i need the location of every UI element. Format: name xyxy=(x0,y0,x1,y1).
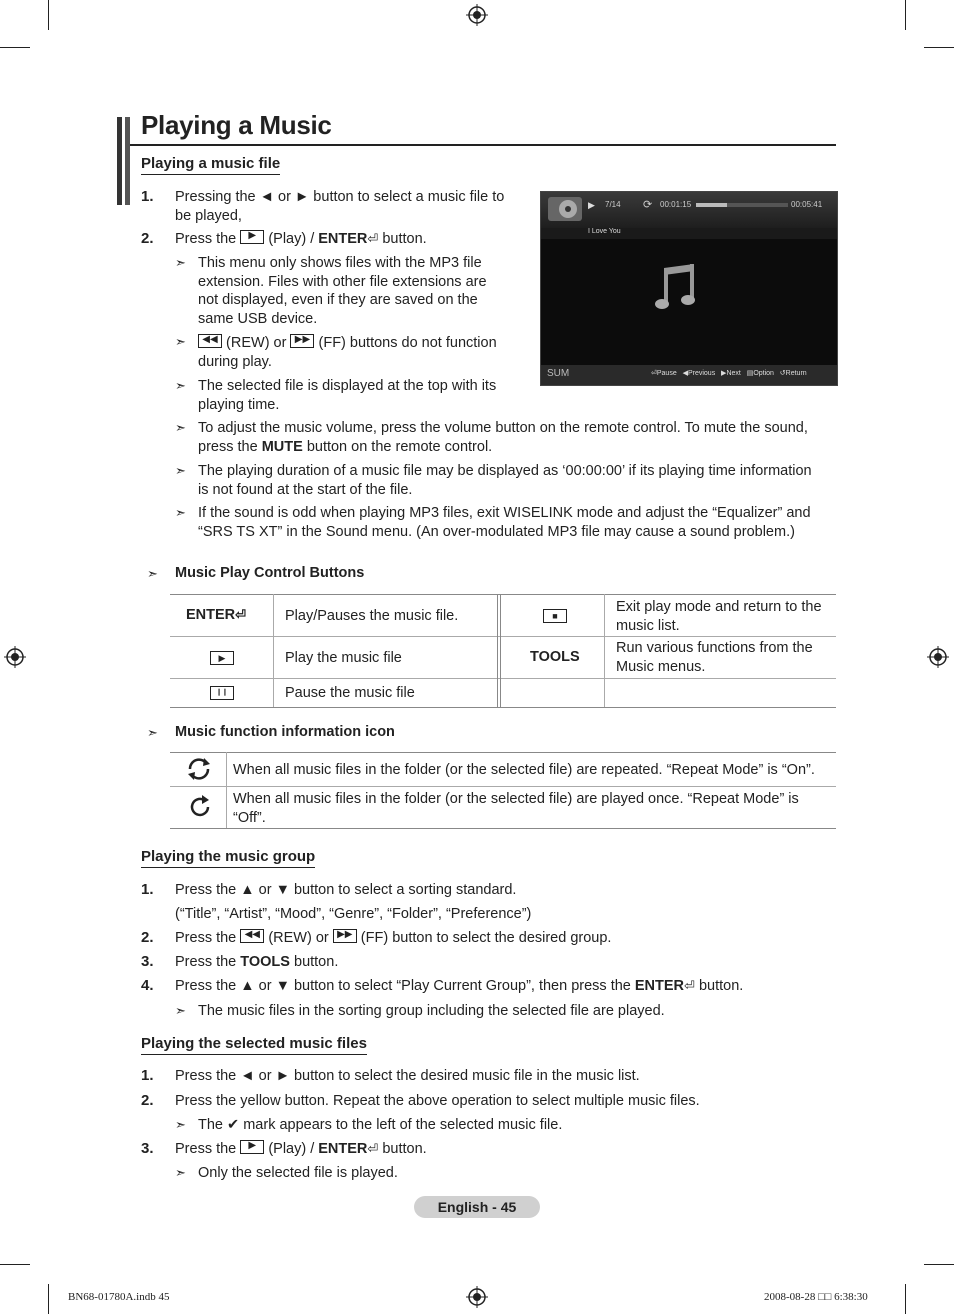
step-number: 1. xyxy=(141,188,154,205)
note-text-part: press the xyxy=(198,438,258,455)
pause-button-icon: ❙❙ xyxy=(210,686,234,700)
step-text-part: Press the ▲ or ▼ button to select “Play Current Group”, then press the xyxy=(175,978,631,994)
album-art-icon xyxy=(548,197,582,221)
section-heading: Playing a music file xyxy=(141,155,280,175)
note-arrow-icon: ➣ xyxy=(175,1117,186,1132)
table-border xyxy=(170,707,836,708)
step-text xyxy=(175,977,743,996)
enter-icon: ⏎ xyxy=(367,1141,379,1156)
stop-button-icon: ■ xyxy=(543,609,567,623)
music-player-screenshot xyxy=(540,191,838,386)
note-text xyxy=(198,1116,562,1135)
registration-mark-icon xyxy=(4,646,26,668)
crop-mark xyxy=(0,1264,30,1265)
section-heading: Playing the selected music files xyxy=(141,1035,367,1055)
note-line: “SRS TS XT” in the Sound menu. (An over-modulated MP3 file may cause a sound problem.) xyxy=(198,523,795,540)
rewind-button-icon: ◀◀ xyxy=(198,334,222,348)
note-text xyxy=(198,504,811,541)
crop-mark xyxy=(905,1284,906,1314)
control-desc-line: Run various functions from the xyxy=(616,640,813,656)
step-text-part: (REW) or xyxy=(268,930,329,946)
table-border xyxy=(170,678,836,679)
step-text-part: button. xyxy=(294,954,339,970)
elapsed-time: 00:01:15 xyxy=(660,200,692,209)
note-text xyxy=(198,462,812,499)
info-desc xyxy=(233,790,799,827)
music-note-icon xyxy=(654,262,704,314)
step-text-part: button. xyxy=(698,978,744,994)
progress-track xyxy=(696,203,788,207)
note-text-part: (REW) or xyxy=(226,335,287,351)
step-number: 3. xyxy=(141,1140,154,1157)
note-arrow-icon: ➣ xyxy=(175,505,186,520)
step-text: Press the ▲ or ▼ button to select a sorting standard. xyxy=(175,882,517,898)
note-text xyxy=(198,254,487,328)
crop-mark xyxy=(905,0,906,30)
help-label: Next xyxy=(726,370,741,377)
step-number: 1. xyxy=(141,881,154,898)
repeat-off-icon xyxy=(186,793,214,821)
return-help-icon: ↺ xyxy=(779,370,786,377)
note-arrow-icon: ➣ xyxy=(175,378,186,393)
info-heading: Music function information icon xyxy=(175,724,395,740)
table-border xyxy=(273,594,274,707)
control-desc: Play/Pauses the music file. xyxy=(285,608,459,624)
step-text-part: Press the xyxy=(175,954,237,970)
table-border xyxy=(170,752,836,753)
repeat-icon: ⟳ xyxy=(643,199,653,211)
step-text-part: Press the xyxy=(175,930,237,946)
total-time: 00:05:41 xyxy=(791,200,823,209)
crop-mark xyxy=(48,1284,49,1314)
step-number: 2. xyxy=(141,929,154,946)
previous-help-icon: ◀ xyxy=(682,370,688,377)
note-text-part: The xyxy=(198,1117,223,1133)
step-number: 2. xyxy=(141,230,154,247)
footer-left-label: SUM xyxy=(547,368,570,379)
note-arrow-icon: ➣ xyxy=(175,255,186,270)
step-text-part: Press the xyxy=(175,231,237,247)
step-line: be played, xyxy=(175,207,242,224)
step-text xyxy=(175,929,611,948)
track-index: 7/14 xyxy=(605,200,621,209)
step-text-part: button. xyxy=(382,231,427,247)
registration-mark-icon xyxy=(466,4,488,26)
page-title: Playing a Music xyxy=(141,110,332,140)
table-border xyxy=(170,636,836,637)
crop-mark xyxy=(924,1264,954,1265)
control-desc-line: music list. xyxy=(616,617,680,634)
help-label: Previous xyxy=(687,370,716,377)
song-title: I Love You xyxy=(588,228,621,235)
note-text xyxy=(198,419,808,456)
note-text-part: mark appears to the left of the selected music file. xyxy=(243,1117,563,1133)
step-text xyxy=(175,1140,427,1159)
step-text-part: button. xyxy=(382,1141,427,1157)
control-desc: Pause the music file xyxy=(285,685,415,701)
step-text-part: (Play) / xyxy=(268,1141,315,1157)
song-bar xyxy=(541,228,837,239)
play-button-icon: ▶ xyxy=(240,230,264,244)
enter-key xyxy=(186,607,246,623)
table-border xyxy=(170,786,836,787)
progress-fill xyxy=(696,203,727,207)
play-button-icon: ▶ xyxy=(240,1140,264,1154)
step-text xyxy=(175,188,504,225)
note-line: playing time. xyxy=(198,396,280,413)
print-info-left: BN68-01780A.indb 45 xyxy=(68,1291,170,1303)
note-arrow-icon: ➣ xyxy=(147,566,158,581)
step-text xyxy=(175,953,338,972)
tools-label: TOOLS xyxy=(240,954,290,970)
title-accent-bar xyxy=(125,117,130,205)
play-button-icon: ▶ xyxy=(210,651,234,665)
note-line: The selected file is displayed at the top with its xyxy=(198,378,497,394)
note-line: If the sound is odd when playing MP3 files, exit WISELINK mode and adjust the “Equalizer” and xyxy=(198,505,811,521)
registration-mark-icon xyxy=(927,646,949,668)
note-line: same USB device. xyxy=(198,310,318,327)
note-text-part: button on the remote control. xyxy=(306,438,493,455)
note-line: extension. Files with other file extensions are xyxy=(198,273,487,290)
enter-icon: ⏎ xyxy=(684,978,695,993)
enter-label: ENTER xyxy=(318,1141,368,1157)
step-text: Press the ◄ or ► button to select the desired music file in the music list. xyxy=(175,1068,640,1084)
step-text: Press the yellow button. Repeat the above operation to select multiple music files. xyxy=(175,1093,700,1109)
title-accent-bar xyxy=(117,117,122,205)
note-arrow-icon: ➣ xyxy=(175,1003,186,1018)
player-help-bar xyxy=(651,369,807,377)
fast-forward-button-icon: ▶▶ xyxy=(333,929,357,943)
repeat-on-icon xyxy=(185,755,213,783)
mute-label: MUTE xyxy=(261,438,303,455)
note-arrow-icon: ➣ xyxy=(175,334,186,349)
control-desc-line: Exit play mode and return to the xyxy=(616,599,822,615)
info-desc: When all music files in the folder (or the selected file) are repeated. “Repeat Mode” is “On”. xyxy=(233,762,815,778)
table-border xyxy=(604,594,605,707)
enter-key-label: ENTER xyxy=(186,607,236,623)
page-number-badge: English - 45 xyxy=(414,1196,540,1218)
print-info-right: 2008-08-28 □□ 6:38:30 xyxy=(764,1291,868,1303)
help-label: Option xyxy=(753,370,774,377)
note-line: during play. xyxy=(198,353,272,370)
table-border xyxy=(170,828,836,829)
note-text: The music files in the sorting group including the selected file are played. xyxy=(198,1003,665,1019)
crop-mark xyxy=(0,47,30,48)
table-border xyxy=(497,594,498,707)
note-text xyxy=(198,377,496,414)
note-arrow-icon: ➣ xyxy=(175,420,186,435)
help-label: Pause xyxy=(656,370,677,377)
crop-mark xyxy=(48,0,49,30)
tools-key: TOOLS xyxy=(530,649,580,665)
note-arrow-icon: ➣ xyxy=(175,1165,186,1180)
note-arrow-icon: ➣ xyxy=(175,463,186,478)
section-heading: Playing the music group xyxy=(141,848,315,868)
enter-icon: ⏎ xyxy=(235,607,247,622)
table-border xyxy=(500,594,501,707)
controls-heading: Music Play Control Buttons xyxy=(175,565,365,581)
step-text: (“Title”, “Artist”, “Mood”, “Genre”, “Folder”, “Preference”) xyxy=(175,906,532,922)
step-text-part: Press the xyxy=(175,1141,237,1157)
step-line: Pressing the ◄ or ► button to select a music file to xyxy=(175,189,505,205)
step-text xyxy=(175,230,427,249)
note-text: Only the selected file is played. xyxy=(198,1165,398,1181)
play-state-icon: ▶ xyxy=(588,200,595,210)
enter-icon: ⏎ xyxy=(367,231,379,246)
option-help-icon: ▤ xyxy=(746,370,754,377)
note-line: This menu only shows files with the MP3 file xyxy=(198,255,482,271)
control-desc-line: Music menus. xyxy=(616,658,706,675)
registration-mark-icon xyxy=(466,1286,488,1308)
info-desc-line: “Off”. xyxy=(233,809,266,826)
help-label: Return xyxy=(785,370,807,377)
note-line: To adjust the music volume, press the volume button on the remote control. To mute the sound, xyxy=(198,420,808,436)
note-line: is not found at the start of the file. xyxy=(198,481,413,498)
step-number: 3. xyxy=(141,953,154,970)
pause-help-icon: ⏎ xyxy=(651,370,657,377)
step-text-part: (FF) button to select the desired group. xyxy=(360,930,612,946)
note-text-part: (FF) buttons do not function xyxy=(318,335,497,351)
note-line: The playing duration of a music file may be displayed as ‘00:00:00’ if its playing time information xyxy=(198,463,812,479)
table-border xyxy=(226,752,227,828)
step-number: 2. xyxy=(141,1092,154,1109)
next-help-icon: ▶ xyxy=(721,370,727,377)
note-arrow-icon: ➣ xyxy=(147,725,158,740)
enter-label: ENTER xyxy=(318,231,368,247)
control-desc xyxy=(616,598,822,635)
table-border xyxy=(170,594,836,595)
crop-mark xyxy=(924,47,954,48)
enter-label: ENTER xyxy=(634,978,685,994)
info-desc-line: When all music files in the folder (or the selected file) are played once. “Repeat Mode” is xyxy=(233,791,799,807)
fast-forward-button-icon: ▶▶ xyxy=(290,334,314,348)
step-number: 1. xyxy=(141,1067,154,1084)
player-top-bar xyxy=(541,192,837,228)
control-desc xyxy=(616,639,813,676)
note-text xyxy=(198,334,497,371)
control-desc: Play the music file xyxy=(285,650,402,666)
title-rule xyxy=(130,144,836,146)
rewind-button-icon: ◀◀ xyxy=(240,929,264,943)
note-line: not displayed, even if they are saved on the xyxy=(198,292,478,308)
check-mark-icon: ✔ xyxy=(227,1117,240,1133)
step-text-part: (Play) / xyxy=(268,231,315,247)
step-number: 4. xyxy=(141,977,154,994)
